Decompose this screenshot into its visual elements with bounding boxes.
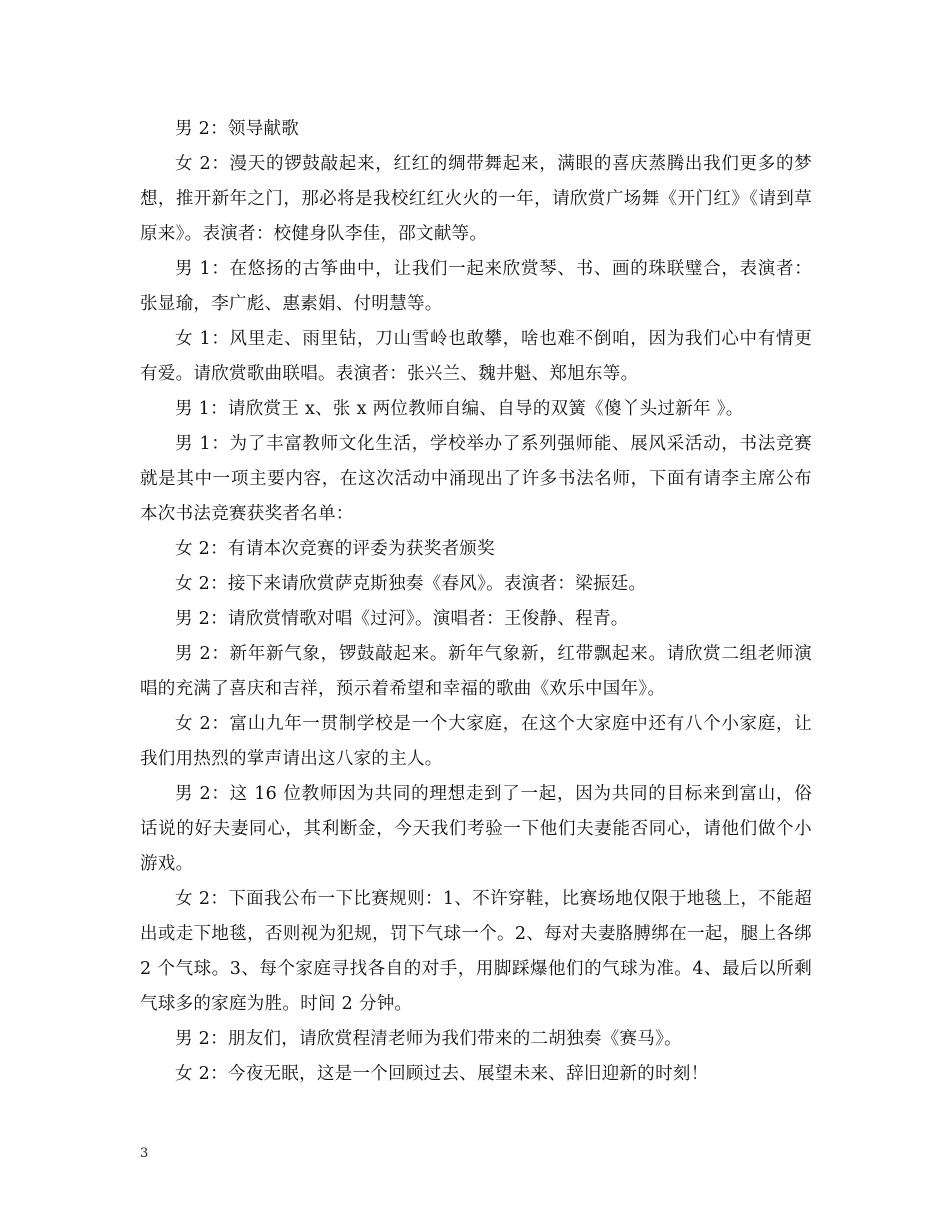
paragraph: 男 1：请欣赏王 x、张 x 两位教师自编、自导的双簧《傻丫头过新年 》。 (175, 399, 744, 419)
paragraph: 女 2：漫天的锣鼓敲起来，红红的绸带舞起来，满眼的喜庆蒸腾出我们更多的梦想，推开新年之门，那必将是我校红红火火的一年，请欣赏广场舞《开门红》《请到草原来》。表演者：校健身队李佳，邵文献等。 (140, 154, 812, 244)
paragraph: 女 2：接下来请欣赏萨克斯独奏《春风》。表演者：梁振廷。 (175, 574, 647, 594)
paragraph: 男 2：请欣赏情歌对唱《过河》。演唱者：王俊静、程青。 (175, 609, 629, 629)
paragraph: 男 2：新年新气象，锣鼓敲起来。新年气象新，红带飘起来。请欣赏二组老师演唱的充满了喜庆和吉祥，预示着希望和幸福的歌曲《欢乐中国年》。 (140, 644, 812, 699)
paragraph: 男 2：领导献歌 (175, 119, 300, 139)
paragraph: 女 1：风里走、雨里钻，刀山雪岭也敢攀，啥也难不倒咱，因为我们心中有情更有爱。请欣赏歌曲联唱。表演者：张兴兰、魏井魁、郑旭东等。 (140, 329, 812, 384)
paragraph: 女 2：有请本次竞赛的评委为获奖者颁奖 (175, 539, 495, 559)
page-number: 3 (140, 1146, 149, 1161)
paragraph: 男 2：朋友们，请欣赏程清老师为我们带来的二胡独奏《赛马》。 (175, 1029, 682, 1049)
document-body (140, 112, 812, 1092)
paragraph: 女 2：下面我公布一下比赛规则：1、不许穿鞋，比赛场地仅限于地毯上，不能超出或走下地毯，否则视为犯规，罚下气球一个。2、每对夫妻胳膊绑在一起，腿上各绑 2 个气球。3、每个家庭寻找各自的对手，用脚踩爆他们的气球为准。4、最后以所剩气球多的家庭为胜。时间 2 分钟。 (140, 889, 812, 1014)
paragraph: 男 1：为了丰富教师文化生活，学校举办了系列强师能、展风采活动，书法竞赛就是其中一项主要内容，在这次活动中涌现出了许多书法名师，下面有请李主席公布本次书法竞赛获奖者名单： (140, 434, 812, 524)
paragraph: 男 1：在悠扬的古筝曲中，让我们一起来欣赏琴、书、画的珠联璧合，表演者：张显瑜，李广彪、惠素娟、付明慧等。 (140, 259, 812, 314)
paragraph: 女 2：今夜无眠，这是一个回顾过去、展望未来、辞旧迎新的时刻！ (175, 1064, 709, 1084)
paragraph: 女 2：富山九年一贯制学校是一个大家庭，在这个大家庭中还有八个小家庭，让我们用热烈的掌声请出这八家的主人。 (140, 714, 812, 769)
paragraph: 男 2：这 16 位教师因为共同的理想走到了一起，因为共同的目标来到富山，俗话说的好夫妻同心，其利断金，今天我们考验一下他们夫妻能否同心，请他们做个小游戏。 (140, 784, 812, 874)
